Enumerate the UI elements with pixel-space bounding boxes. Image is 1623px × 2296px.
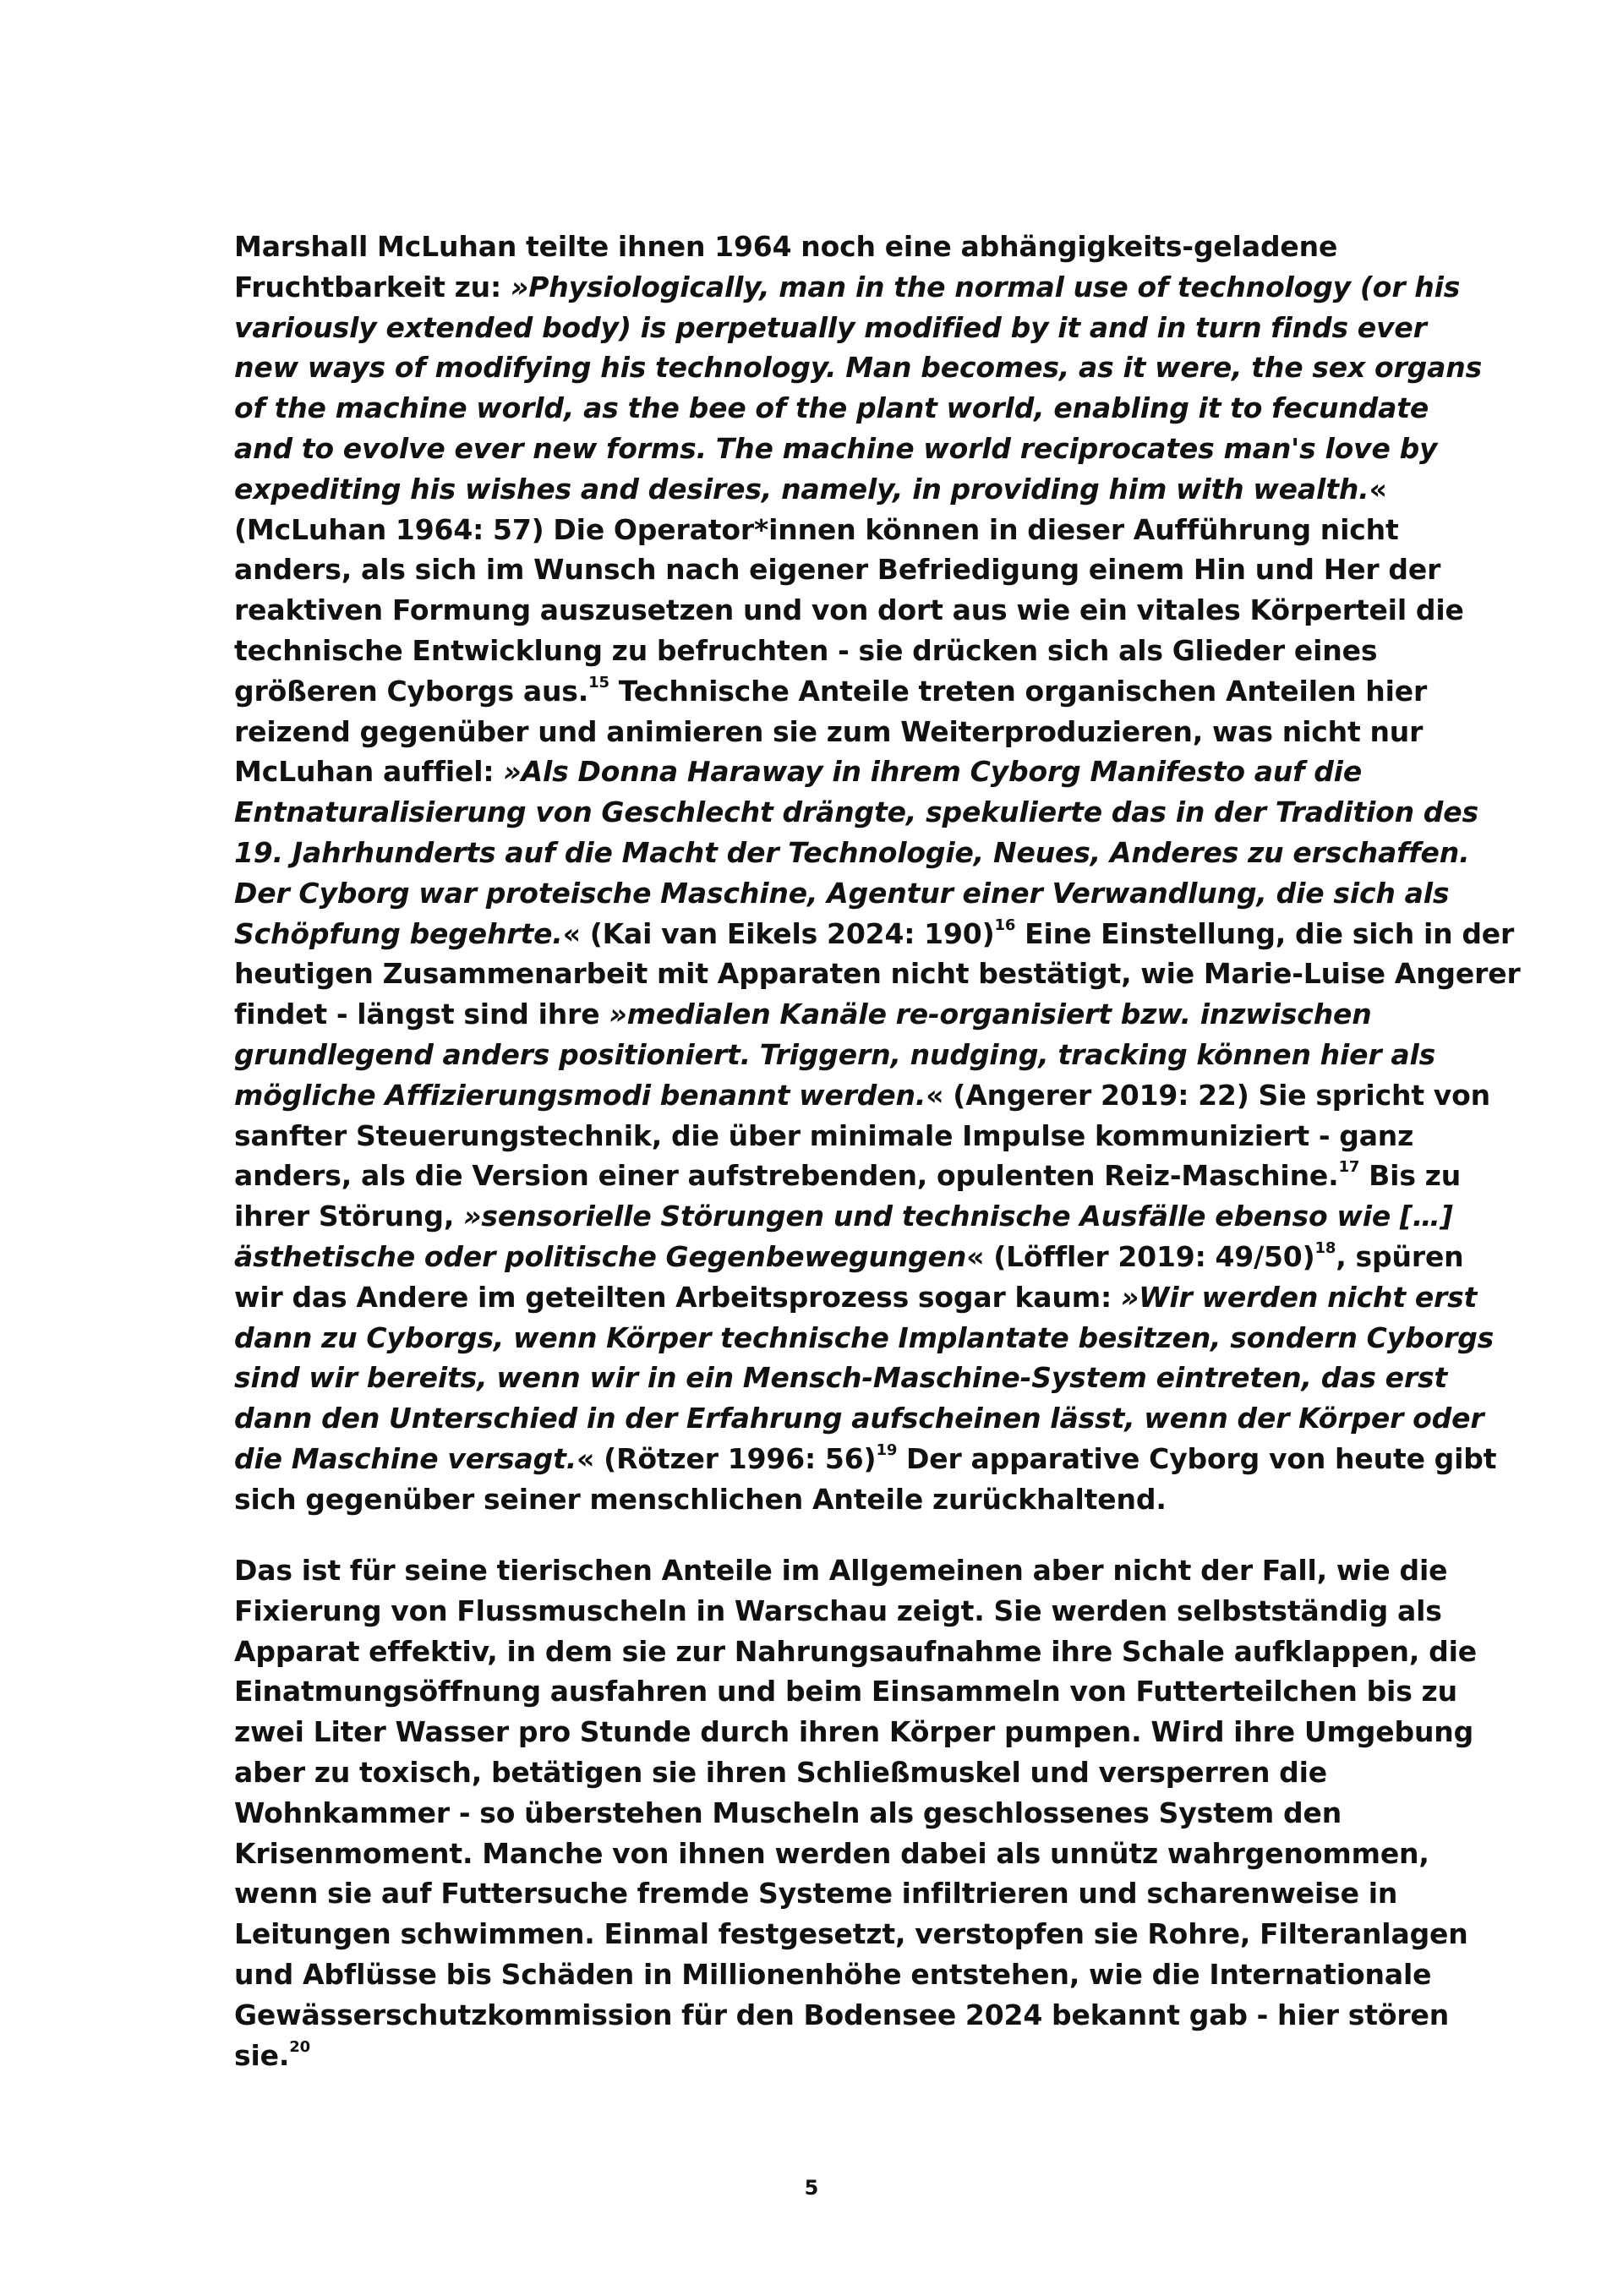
- text-segment: Marshall McLuhan teilte ihnen 1964 noch eine abhängigkeits-geladene: [234, 230, 1338, 263]
- text-segment: «: [1369, 472, 1387, 506]
- text-line: [234, 1479, 1418, 1520]
- quoted-text: Der Cyborg war proteische Maschine, Agentur einer Verwandlung, die sich als: [234, 876, 1450, 910]
- text-segment: Einatmungsöffnung ausfahren und beim Einsammeln von Futterteilchen bis zu: [234, 1675, 1457, 1708]
- text-segment: sie.: [234, 2038, 290, 2072]
- text-line: [234, 1914, 1468, 1954]
- quoted-text: 19. Jahrhunderts auf die Macht der Technologie, Neues, Anderes zu erschaffen.: [234, 835, 1470, 869]
- quoted-text: expediting his wishes and desires, namely, in providing him with wealth.: [234, 472, 1369, 506]
- text-segment: Das ist für seine tierischen Anteile im Allgemeinen aber nicht der Fall, wie die: [234, 1554, 1448, 1587]
- text-segment: Technische Anteile treten organischen Anteilen hier: [609, 674, 1428, 708]
- text-line: [234, 1196, 1453, 1237]
- footnote-marker: 17: [1338, 1158, 1360, 1177]
- text-line: [234, 1671, 1457, 1712]
- text-line: [234, 1632, 1477, 1672]
- quoted-text: of the machine world, as the bee of the plant world, enabling it to fecundate: [234, 391, 1429, 425]
- text-line: [234, 631, 1418, 671]
- text-line: [234, 347, 1483, 388]
- quoted-text: variously extended body) is perpetually modified by it and in turn finds ever: [234, 310, 1427, 344]
- text-line: [234, 1116, 1418, 1156]
- text-segment: Eine Einstellung, die sich in der: [1015, 916, 1515, 950]
- text-segment: wir das Andere im geteilten Arbeitsprozess sogar kaum:: [234, 1280, 1121, 1314]
- text-line: [234, 1439, 1497, 1479]
- text-line: [234, 954, 1521, 994]
- text-segment: findet - längst sind ihre: [234, 998, 609, 1031]
- text-line: [234, 1793, 1418, 1834]
- text-line: [234, 1873, 1418, 1914]
- text-line: [234, 590, 1464, 631]
- text-segment: Bis zu: [1359, 1159, 1462, 1193]
- text-line: [234, 994, 1418, 1035]
- text-line: [234, 1237, 1464, 1277]
- text-line: [234, 1318, 1495, 1358]
- text-line: [234, 267, 1461, 308]
- quoted-text: new ways of modifying his technology. Man becomes, as it were, the sex organs: [234, 351, 1483, 385]
- text-segment: technische Entwicklung zu befruchten - sie drücken sich als Glieder eines: [234, 633, 1378, 667]
- text-line: [234, 752, 1418, 792]
- quoted-text: »Physiologically, man in the normal use of technology (or his: [510, 270, 1461, 303]
- text-line: [234, 308, 1427, 348]
- text-line: [234, 429, 1438, 469]
- quoted-text: »sensorielle Störungen und technische Ausfälle ebenso wie […]: [463, 1200, 1453, 1233]
- text-segment: Gewässerschutzkommission für den Bodensee 2024 bekannt gab - hier stören: [234, 1998, 1450, 2031]
- text-line: [234, 873, 1450, 914]
- text-line: [234, 1156, 1462, 1196]
- text-line: [234, 792, 1479, 833]
- text-segment: zwei Liter Wasser pro Stunde durch ihren Körper pumpen. Wird ihre Umgebung: [234, 1715, 1474, 1749]
- quoted-text: Entnaturalisierung von Geschlecht drängte, spekulierte das in der Tradition des: [234, 795, 1479, 829]
- paragraph-2: [234, 1550, 1477, 2075]
- text-line: [234, 712, 1424, 752]
- quoted-text: sind wir bereits, wenn wir in ein Mensch-Maschine-System eintreten, das erst: [234, 1361, 1448, 1395]
- text-line: [234, 1995, 1450, 2036]
- text-segment: Fruchtbarkeit zu:: [234, 270, 511, 303]
- footnote-marker: 16: [994, 916, 1016, 934]
- text-segment: « (Rötzer 1996: 56): [577, 1441, 877, 1475]
- text-line: [234, 1550, 1448, 1591]
- quoted-text: ästhetische oder politische Gegenbewegungen: [234, 1239, 967, 1273]
- text-line: [234, 1277, 1478, 1318]
- text-segment: heutigen Zusammenarbeit mit Apparaten nicht bestätigt, wie Marie-Luise Angerer: [234, 957, 1521, 991]
- paragraph-1: [234, 227, 1521, 1520]
- text-line: [234, 227, 1418, 267]
- footnote-marker: 18: [1314, 1238, 1336, 1257]
- text-line: [234, 671, 1428, 712]
- text-segment: sanfter Steuerungstechnik, die über minimale Impulse kommuniziert - ganz: [234, 1118, 1414, 1152]
- page-number: 5: [804, 2176, 819, 2200]
- text-segment: Leitungen schwimmen. Einmal festgesetzt, verstopfen sie Rohre, Filteranlagen: [234, 1917, 1468, 1951]
- quoted-text: dann zu Cyborgs, wenn Körper technische Implantate besitzen, sondern Cyborgs: [234, 1320, 1495, 1354]
- text-segment: reizend gegenüber und animieren sie zum Weiterproduzieren, was nicht nur: [234, 714, 1424, 748]
- quoted-text: »Wir werden nicht erst: [1120, 1280, 1478, 1314]
- quoted-text: Schöpfung begehrte.: [234, 916, 563, 950]
- footnote-marker: 19: [876, 1440, 898, 1459]
- text-line: [234, 833, 1470, 873]
- text-segment: und Abflüsse bis Schäden in Millionenhöhe entstehen, wie die Internationale: [234, 1957, 1432, 1991]
- text-segment: « (Kai van Eikels 2024: 190): [562, 916, 995, 950]
- text-line: [234, 1075, 1491, 1116]
- text-line: [234, 1834, 1429, 1874]
- text-line: [234, 2036, 1418, 2076]
- text-line: [234, 1358, 1448, 1398]
- quoted-text: mögliche Affizierungsmodi benannt werden.: [234, 1078, 926, 1112]
- text-segment: « (Löffler 2019: 49/50): [966, 1239, 1315, 1273]
- text-segment: ihrer Störung,: [234, 1200, 464, 1233]
- text-segment: aber zu toxisch, betätigen sie ihren Schließmuskel und versperren die: [234, 1755, 1327, 1789]
- text-segment: reaktiven Formung auszusetzen und von dort aus wie ein vitales Körperteil die: [234, 593, 1464, 627]
- text-line: [234, 549, 1441, 590]
- footnote-marker: 20: [289, 2037, 311, 2056]
- text-segment: wenn sie auf Futtersuche fremde Systeme infiltrieren und scharenweise in: [234, 1877, 1398, 1911]
- text-line: [234, 1398, 1484, 1439]
- text-line: [234, 510, 1418, 550]
- footnote-marker: 15: [588, 673, 609, 692]
- text-segment: (McLuhan 1964: 57) Die Operator*innen können in dieser Aufführung nicht: [234, 512, 1399, 546]
- text-segment: anders, als die Version einer aufstrebenden, opulenten Reiz-Maschine.: [234, 1159, 1339, 1193]
- text-line: [234, 1954, 1432, 1995]
- text-line: [234, 1752, 1418, 1793]
- text-segment: anders, als sich im Wunsch nach eigener Befriedigung einem Hin und Her der: [234, 553, 1441, 587]
- text-segment: Fixierung von Flussmuscheln in Warschau zeigt. Sie werden selbstständig als: [234, 1594, 1442, 1627]
- text-segment: Krisenmoment. Manche von ihnen werden dabei als unnütz wahrgenommen,: [234, 1836, 1429, 1870]
- text-segment: , spüren: [1336, 1239, 1464, 1273]
- quoted-text: »medialen Kanäle re-organisiert bzw. inzwischen: [609, 998, 1372, 1031]
- text-segment: « (Angerer 2019: 22) Sie spricht von: [926, 1078, 1491, 1112]
- quoted-text: die Maschine versagt.: [234, 1441, 577, 1475]
- text-segment: McLuhan auffiel:: [234, 755, 504, 789]
- text-segment: größeren Cyborgs aus.: [234, 674, 589, 708]
- text-segment: Apparat effektiv, in dem sie zur Nahrungsaufnahme ihre Schale aufklappen, die: [234, 1634, 1477, 1668]
- quoted-text: grundlegend anders positioniert. Triggern, nudging, tracking können hier als: [234, 1037, 1436, 1071]
- quoted-text: »Als Donna Haraway in ihrem Cyborg Manifesto auf die: [503, 755, 1363, 789]
- text-segment: Wohnkammer - so überstehen Muscheln als geschlossenes System den: [234, 1796, 1342, 1829]
- text-line: [234, 469, 1418, 510]
- quoted-text: dann den Unterschied in der Erfahrung aufscheinen lässt, wenn der Körper oder: [234, 1402, 1484, 1435]
- text-line: [234, 1712, 1474, 1752]
- text-line: [234, 1035, 1436, 1075]
- text-line: [234, 914, 1515, 954]
- text-line: [234, 388, 1429, 429]
- text-line: [234, 1591, 1442, 1632]
- text-segment: Der apparative Cyborg von heute gibt: [897, 1441, 1497, 1475]
- quoted-text: and to evolve ever new forms. The machine world reciprocates man's love by: [234, 431, 1438, 465]
- text-segment: sich gegenüber seiner menschlichen Anteile zurückhaltend.: [234, 1482, 1167, 1516]
